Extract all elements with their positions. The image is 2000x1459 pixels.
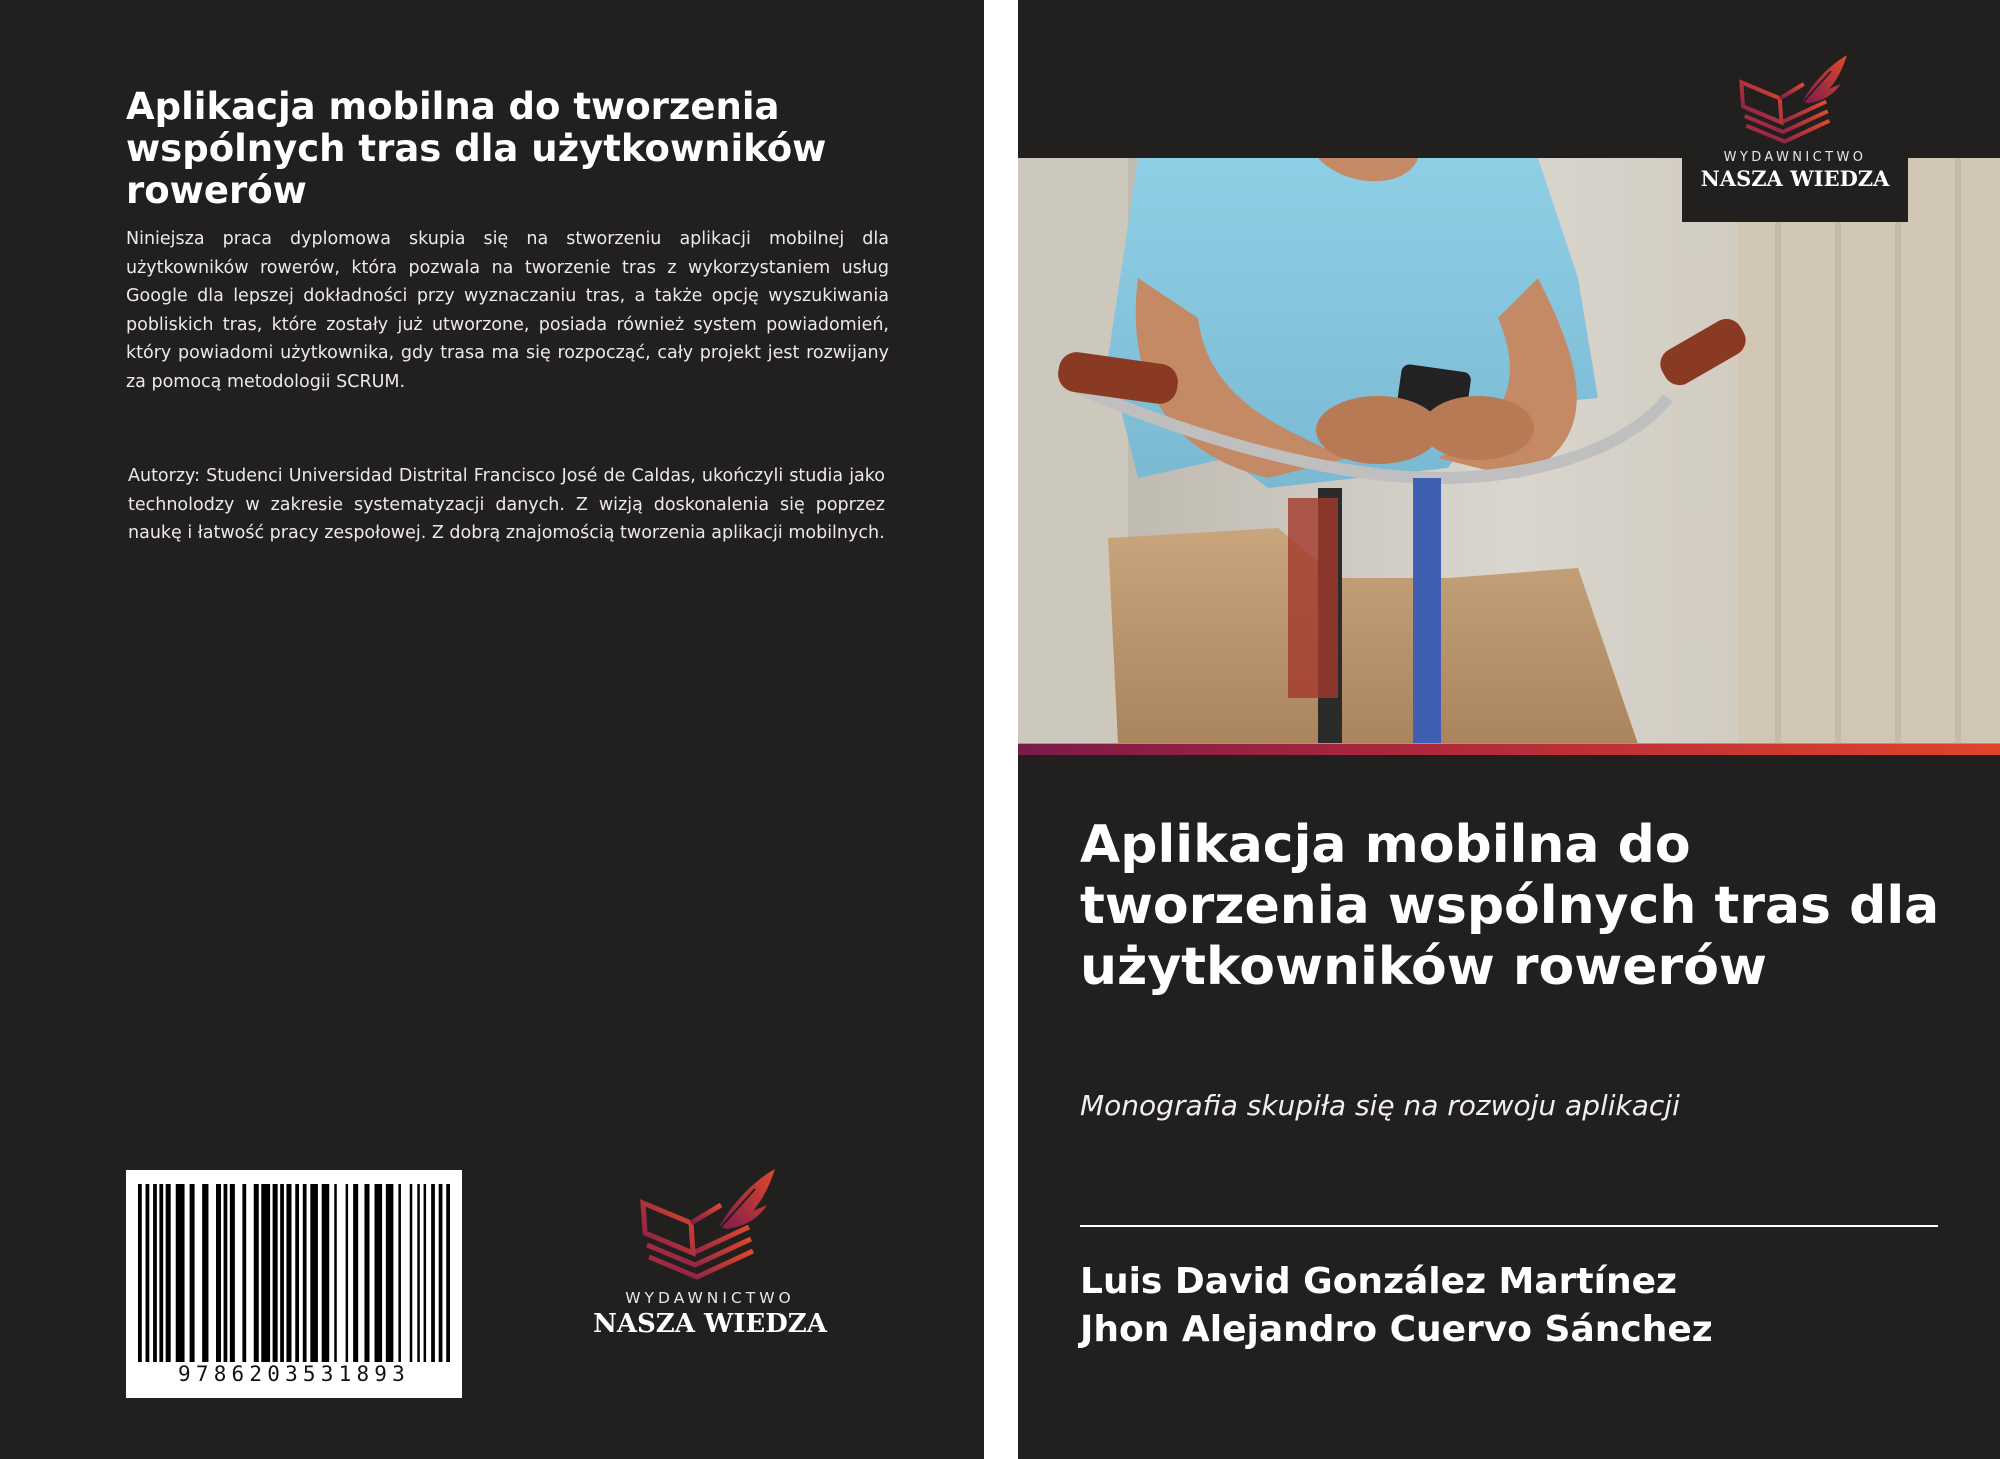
barcode-bar	[334, 1184, 337, 1362]
barcode-bar	[190, 1184, 195, 1362]
barcode-bar	[216, 1184, 221, 1362]
barcode-bar	[242, 1184, 246, 1362]
spine	[984, 0, 1018, 1459]
back-cover-description: Niniejsza praca dyplomowa skupia się na stworzeniu aplikacji mobilnej dla użytkowników rowerów, która pozwala na tworzenie tras z wykorzystaniem usług Google dla lepszej dokładności przy wyznaczaniu tras, a także opcję wyszukiwania pobliskich tras, które zostały już utworzone, posiada również system powiadomień, który powiadomi użytkownika, gdy trasa ma się rozpocząć, cały projekt jest rozwijany za pomocą metodologii SCRUM.	[126, 229, 889, 392]
barcode-bar	[375, 1184, 383, 1362]
publisher-logo	[580, 1165, 840, 1365]
back-cover	[0, 0, 984, 1459]
barcode-bar	[303, 1184, 307, 1362]
isbn-barcode	[126, 1170, 462, 1398]
barcode-bar	[153, 1184, 157, 1362]
barcode-bar	[159, 1184, 163, 1362]
barcode-bar	[138, 1184, 142, 1362]
barcode-bar	[322, 1184, 330, 1362]
barcode-bar	[202, 1184, 208, 1362]
publisher-logo-front	[1682, 52, 1908, 222]
cyclist-with-phone-photo	[1018, 158, 2000, 744]
author-name: Jhon Alejandro Cuervo Sánchez	[1080, 1309, 1713, 1350]
barcode-bar	[176, 1184, 185, 1362]
barcode-number: 9786203531893	[178, 1362, 410, 1386]
barcode-bar	[424, 1184, 427, 1362]
barcode-bar	[310, 1184, 318, 1362]
front-cover-authors	[1080, 1258, 1980, 1354]
front-cover	[1018, 0, 2000, 1459]
barcode-bar	[439, 1184, 443, 1362]
publisher-name: NASZA WIEDZA	[1700, 166, 1890, 191]
divider-line	[1080, 1225, 1938, 1227]
book-quill-icon	[1735, 52, 1855, 148]
barcode-bar	[254, 1184, 259, 1362]
accent-gradient-bar	[1018, 744, 2000, 755]
front-cover-title: Aplikacja mobilna do tworzenia wspólnych tras dla użytkowników rowerów	[1080, 815, 1940, 997]
barcode-bar	[224, 1184, 228, 1362]
book-quill-icon	[635, 1165, 785, 1285]
barcode-bar	[286, 1184, 291, 1362]
barcode-bar	[410, 1184, 413, 1362]
barcode-bar	[295, 1184, 299, 1362]
author-name: Luis David González Martínez	[1080, 1261, 1677, 1302]
barcode-bar	[261, 1184, 270, 1362]
barcode-bar	[273, 1184, 278, 1362]
barcode-bar	[446, 1184, 450, 1362]
front-cover-subtitle: Monografia skupiła się na rozwoju aplikacji	[1080, 1089, 1680, 1122]
barcode-bar	[146, 1184, 150, 1362]
barcode-bar	[230, 1184, 235, 1362]
barcode-bar	[386, 1184, 394, 1362]
barcode-bar	[417, 1184, 420, 1362]
publisher-label-small: WYDAWNICTWO	[625, 1289, 795, 1307]
publisher-name: NASZA WIEDZA	[593, 1309, 827, 1339]
barcode-bar	[166, 1184, 171, 1362]
barcode-bar	[364, 1184, 369, 1362]
barcode-bar	[398, 1184, 401, 1362]
back-cover-title: Aplikacja mobilna do tworzenia wspólnych tras dla użytkowników rowerów	[126, 85, 827, 212]
barcode-bar	[353, 1184, 358, 1362]
barcode-bar	[346, 1184, 349, 1362]
barcode-bar	[280, 1184, 284, 1362]
back-cover-authors-note: Autorzy: Studenci Universidad Distrital Francisco José de Caldas, ukończyli studia jako technolodzy w zakresie systematyzacji danych. Z wizją doskonalenia się poprzez naukę i łatwość pracy zespołowej. Z dobrą znajomością tworzenia aplikacji mobilnych.	[128, 466, 885, 543]
barcode-bar	[431, 1184, 435, 1362]
publisher-label-small: WYDAWNICTWO	[1723, 150, 1867, 165]
